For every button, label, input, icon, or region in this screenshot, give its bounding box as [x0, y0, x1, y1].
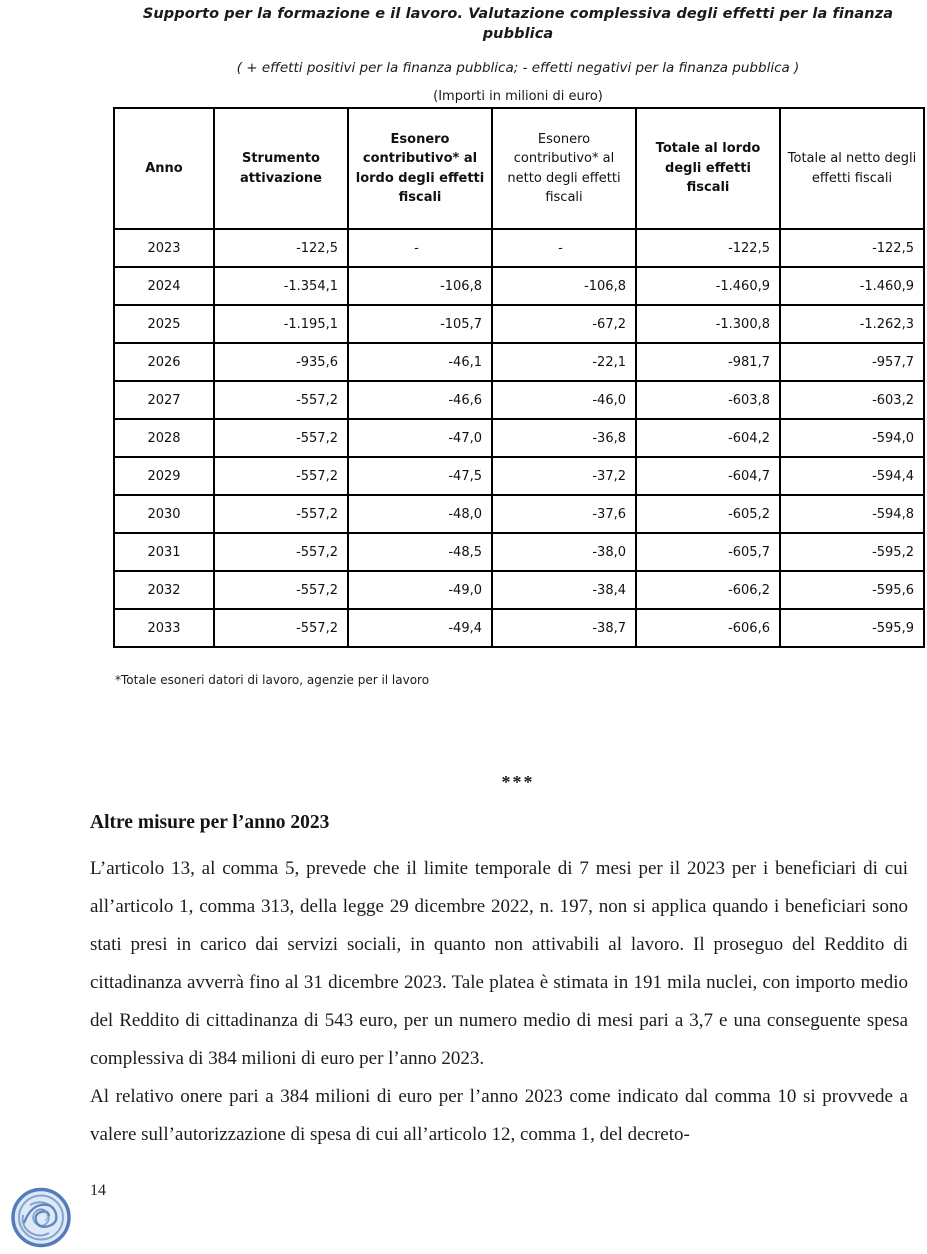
value-cell: -67,2	[492, 305, 636, 343]
value-cell: -595,6	[780, 571, 924, 609]
value-cell: -122,5	[636, 229, 780, 267]
value-cell: -557,2	[214, 533, 348, 571]
value-cell: -605,2	[636, 495, 780, 533]
value-cell: -47,0	[348, 419, 492, 457]
column-header: Totale al lordo degli effetti fiscali	[636, 108, 780, 229]
body-text-block	[90, 850, 908, 1154]
sign-convention-note: ( + effetti positivi per la finanza pubblica; - effetti negativi per la finanza pubblica )	[236, 60, 800, 76]
value-cell: -557,2	[214, 609, 348, 647]
table-row	[114, 495, 924, 533]
table-row	[114, 609, 924, 647]
year-cell: 2030	[114, 495, 214, 533]
year-cell: 2028	[114, 419, 214, 457]
value-cell: -49,4	[348, 609, 492, 647]
value-cell: -557,2	[214, 495, 348, 533]
value-cell: -	[348, 229, 492, 267]
value-cell: -48,5	[348, 533, 492, 571]
value-cell: -47,5	[348, 457, 492, 495]
value-cell: -36,8	[492, 419, 636, 457]
table-row	[114, 343, 924, 381]
column-header: Totale al netto degli effetti fiscali	[780, 108, 924, 229]
official-stamp-icon	[10, 1187, 72, 1248]
column-header: Anno	[114, 108, 214, 229]
year-cell: 2033	[114, 609, 214, 647]
value-cell: -38,4	[492, 571, 636, 609]
value-cell: -603,2	[780, 381, 924, 419]
table-row	[114, 533, 924, 571]
value-cell: -1.300,8	[636, 305, 780, 343]
value-cell: -46,0	[492, 381, 636, 419]
year-cell: 2032	[114, 571, 214, 609]
value-cell: -1.262,3	[780, 305, 924, 343]
year-cell: 2029	[114, 457, 214, 495]
value-cell: -606,2	[636, 571, 780, 609]
value-cell: -37,6	[492, 495, 636, 533]
value-cell: -22,1	[492, 343, 636, 381]
table-footnote: *Totale esoneri datori di lavoro, agenzie per il lavoro	[115, 673, 430, 687]
value-cell: -605,7	[636, 533, 780, 571]
unit-note: (Importi in milioni di euro)	[433, 89, 603, 104]
value-cell: -606,6	[636, 609, 780, 647]
section-heading: Altre misure per l’anno 2023	[90, 812, 330, 833]
table-row	[114, 381, 924, 419]
column-header: Esonero contributivo* al lordo degli effetti fiscali	[348, 108, 492, 229]
page-number: 14	[90, 1182, 106, 1199]
body-paragraph: Al relativo onere pari a 384 milioni di euro per l’anno 2023 come indicato dal comma 10 si provvede a valere sull’autorizzazione di spesa di cui all’articolo 12, comma 1, del decreto-	[90, 1086, 908, 1145]
value-cell: -594,4	[780, 457, 924, 495]
body-paragraph: L’articolo 13, al comma 5, prevede che il limite temporale di 7 mesi per il 2023 per i beneficiari di cui all’articolo 1, comma 313, della legge 29 dicembre 2022, n. 197, non si applica quando i beneficiari sono stati presi in carico dai servizi sociali, in quanto non attivabili al lavoro. Il proseguo del Reddito di cittadinanza avverrà fino al 31 dicembre 2023. Tale platea è stimata in 191 mila nuclei, con importo medio del Reddito di cittadinanza di 543 euro, per un numero medio di mesi pari a 3,7 e una conseguente spesa complessiva di 384 milioni di euro per l’anno 2023.	[90, 858, 908, 1069]
year-cell: 2031	[114, 533, 214, 571]
value-cell: -122,5	[780, 229, 924, 267]
value-cell: -594,0	[780, 419, 924, 457]
value-cell: -557,2	[214, 381, 348, 419]
value-cell: -604,2	[636, 419, 780, 457]
value-cell: -604,7	[636, 457, 780, 495]
value-cell: -557,2	[214, 457, 348, 495]
value-cell: -105,7	[348, 305, 492, 343]
value-cell: -37,2	[492, 457, 636, 495]
value-cell: -1.460,9	[636, 267, 780, 305]
value-cell: -594,8	[780, 495, 924, 533]
column-header: Esonero contributivo* al netto degli effetti fiscali	[492, 108, 636, 229]
effects-table	[113, 107, 925, 648]
value-cell: -981,7	[636, 343, 780, 381]
year-cell: 2026	[114, 343, 214, 381]
value-cell: -48,0	[348, 495, 492, 533]
value-cell: -106,8	[492, 267, 636, 305]
table-header-row	[114, 108, 924, 229]
value-cell: -1.460,9	[780, 267, 924, 305]
year-cell: 2024	[114, 267, 214, 305]
year-cell: 2025	[114, 305, 214, 343]
value-cell: -49,0	[348, 571, 492, 609]
value-cell: -46,6	[348, 381, 492, 419]
value-cell: -595,2	[780, 533, 924, 571]
value-cell: -	[492, 229, 636, 267]
value-cell: -1.354,1	[214, 267, 348, 305]
value-cell: -38,7	[492, 609, 636, 647]
value-cell: -557,2	[214, 419, 348, 457]
year-cell: 2023	[114, 229, 214, 267]
table-title: Supporto per la formazione e il lavoro. Valutazione complessiva degli effetti per la finanza pubblica	[142, 6, 894, 42]
value-cell: -122,5	[214, 229, 348, 267]
table-row	[114, 457, 924, 495]
year-cell: 2027	[114, 381, 214, 419]
table-row	[114, 229, 924, 267]
column-header: Strumento attivazione	[214, 108, 348, 229]
table-row	[114, 419, 924, 457]
table-row	[114, 267, 924, 305]
value-cell: -106,8	[348, 267, 492, 305]
value-cell: -957,7	[780, 343, 924, 381]
value-cell: -1.195,1	[214, 305, 348, 343]
table-row	[114, 305, 924, 343]
value-cell: -935,6	[214, 343, 348, 381]
value-cell: -38,0	[492, 533, 636, 571]
table-row	[114, 571, 924, 609]
value-cell: -603,8	[636, 381, 780, 419]
value-cell: -46,1	[348, 343, 492, 381]
value-cell: -557,2	[214, 571, 348, 609]
table-header-block	[113, 4, 923, 104]
section-separator: ***	[501, 772, 535, 792]
value-cell: -595,9	[780, 609, 924, 647]
